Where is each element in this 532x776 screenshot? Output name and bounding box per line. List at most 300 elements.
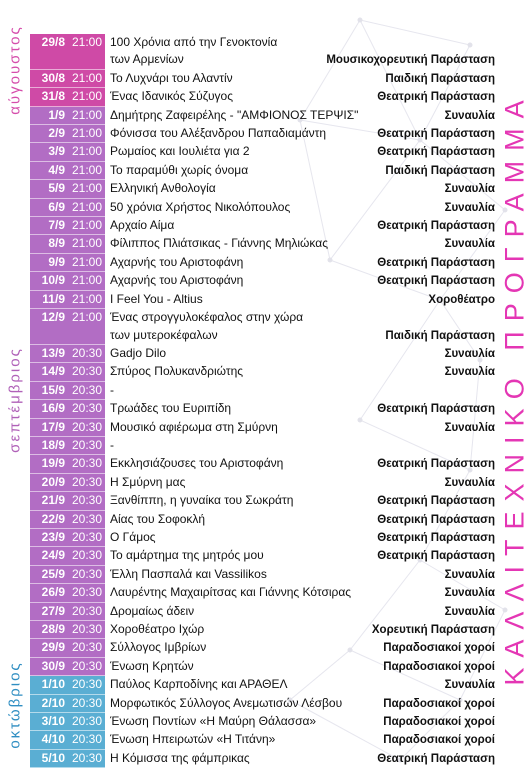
schedule-row	[30, 658, 495, 676]
date-time-band	[30, 162, 105, 180]
event-details	[105, 474, 495, 492]
event-line	[110, 272, 495, 290]
event-details	[105, 731, 495, 749]
event-time: 20:30	[71, 401, 102, 416]
event-date: 7/9	[48, 218, 65, 233]
event-time: 21:00	[71, 107, 102, 122]
event-title: Το αμάρτημα της μητρός μου	[110, 548, 264, 563]
event-date: 8/9	[48, 236, 65, 251]
event-title: -	[110, 437, 114, 452]
date-time-band	[30, 566, 105, 584]
event-date: 16/9	[41, 401, 65, 416]
event-details	[105, 107, 495, 125]
event-time: 20:30	[71, 474, 102, 489]
event-line	[110, 125, 495, 143]
date-time-band	[30, 547, 105, 565]
event-date: 14/9	[41, 364, 65, 379]
date-time-band	[30, 88, 105, 106]
event-date: 12/9	[41, 310, 65, 325]
event-category: Θεατρική Παράσταση	[377, 495, 495, 508]
event-line	[110, 750, 495, 768]
event-line	[110, 199, 495, 217]
event-category: Συναυλία	[444, 476, 495, 489]
event-title: Ξανθίππη, η γυναίκα του Σωκράτη	[110, 493, 294, 508]
schedule-row	[30, 511, 495, 529]
event-title: Δρομαίως άδειν	[110, 603, 195, 618]
event-title: -	[110, 382, 114, 397]
event-date: 17/9	[41, 419, 65, 434]
event-date: 15/9	[41, 382, 65, 397]
event-date: 29/8	[41, 35, 65, 49]
schedule-row	[30, 419, 495, 437]
event-details	[105, 272, 495, 290]
schedule-row	[30, 254, 495, 272]
event-date: 22/9	[41, 511, 65, 526]
event-details	[105, 309, 495, 345]
event-line	[110, 529, 495, 547]
date-time-band	[30, 363, 105, 381]
date-time-band	[30, 217, 105, 235]
schedule-row	[30, 750, 495, 768]
event-title: Σπύρος Πολυκανδριώτης	[110, 364, 244, 379]
date-time-band	[30, 713, 105, 731]
event-title: Σύλλογος Ιμβρίων	[110, 640, 207, 655]
event-time: 20:30	[71, 548, 102, 563]
event-time: 21:00	[71, 199, 102, 214]
schedule-row	[30, 731, 495, 749]
event-category: Θεατρική Παράσταση	[377, 220, 495, 233]
event-date: 28/9	[41, 622, 65, 636]
event-details	[105, 437, 495, 454]
event-line	[110, 162, 495, 180]
date-time-band	[30, 639, 105, 657]
event-details	[105, 180, 495, 198]
event-line	[110, 107, 495, 125]
schedule-row	[30, 345, 495, 363]
event-line	[110, 603, 495, 621]
event-category: Συναυλία	[444, 366, 495, 379]
event-details	[105, 345, 495, 363]
schedule-row	[30, 180, 495, 198]
event-line	[110, 88, 495, 106]
date-time-band	[30, 400, 105, 418]
event-date: 1/10	[41, 677, 65, 692]
event-category: Θεατρική Παράσταση	[377, 275, 495, 288]
event-details	[105, 492, 495, 510]
schedule-row	[30, 88, 495, 106]
event-category: Παιδική Παράσταση	[385, 164, 495, 177]
date-time-band	[30, 584, 105, 602]
event-time: 20:30	[71, 511, 102, 526]
event-title: Η Κόμισσα της φάμπρικας	[110, 750, 250, 765]
date-time-band	[30, 143, 105, 161]
event-date: 19/9	[41, 456, 65, 471]
event-title: Φόνισσα του Αλέξανδρου Παπαδιαμάντη	[110, 126, 327, 141]
event-details	[105, 658, 495, 676]
event-title: Η Σμύρνη μας	[110, 474, 186, 489]
event-line	[110, 676, 495, 694]
event-title: I Feel You - Altius	[110, 291, 203, 306]
event-date: 2/10	[41, 695, 65, 710]
event-date: 31/8	[41, 89, 65, 104]
event-line	[110, 455, 495, 473]
date-time-band	[30, 382, 105, 400]
event-details	[105, 199, 495, 217]
event-line	[110, 180, 495, 198]
event-category: Μουσικοχορευτική Παράσταση	[326, 54, 495, 67]
schedule-row	[30, 34, 495, 70]
date-time-band	[30, 419, 105, 437]
event-title: Ένωση Κρητών	[110, 658, 194, 673]
schedule-row	[30, 70, 495, 88]
event-date: 1/9	[48, 107, 65, 122]
event-title: Αίας του Σοφοκλή	[110, 511, 206, 526]
event-date: 21/9	[41, 493, 65, 508]
event-time: 21:00	[71, 89, 102, 104]
event-category: Συναυλία	[444, 679, 495, 692]
event-time: 20:30	[71, 345, 102, 360]
date-time-band	[30, 199, 105, 217]
schedule-row	[30, 639, 495, 657]
date-time-band	[30, 455, 105, 473]
date-time-band	[30, 695, 105, 713]
event-details	[105, 162, 495, 180]
event-title: Ρωμαίος και Ιουλιέτα για 2	[110, 144, 250, 159]
event-line	[110, 291, 495, 309]
event-details	[105, 695, 495, 713]
event-title: Ένωση Ηπειρωτών «Η Τιτάνη»	[110, 732, 276, 747]
event-title: Δημήτρης Ζαφειρέλης - "ΑΜΦΙΟΝΟΣ ΤΕΡΨΙΣ"	[110, 107, 359, 122]
event-time: 20:30	[71, 419, 102, 434]
event-time: 20:30	[71, 640, 102, 655]
event-category: Συναυλία	[444, 605, 495, 618]
event-date: 27/9	[41, 603, 65, 618]
event-date: 13/9	[41, 345, 65, 360]
event-title: Αχαρνής του Αριστοφάνη	[110, 254, 244, 269]
date-time-band	[30, 107, 105, 125]
event-line	[110, 309, 495, 326]
month-label-october: οκτώβριος	[6, 661, 24, 749]
event-category: Θεατρική Παράσταση	[377, 458, 495, 471]
event-category: Παιδική Παράσταση	[385, 72, 495, 85]
program-title-area	[498, 0, 532, 776]
event-line	[110, 492, 495, 510]
event-date: 4/9	[48, 162, 65, 177]
event-date: 26/9	[41, 585, 65, 600]
event-time: 20:30	[71, 695, 102, 710]
event-time: 20:30	[71, 529, 102, 544]
event-details	[105, 455, 495, 473]
schedule-row	[30, 272, 495, 290]
event-date: 20/9	[41, 474, 65, 489]
event-category: Συναυλία	[444, 183, 495, 196]
date-time-band	[30, 345, 105, 363]
event-details	[105, 400, 495, 418]
event-time: 20:30	[71, 750, 102, 765]
event-date: 3/9	[48, 144, 65, 159]
event-title: Λαυρέντης Μαχαιρίτσας και Γιάννης Κότσιρας	[110, 585, 352, 600]
event-time: 21:00	[71, 144, 102, 159]
schedule-row	[30, 235, 495, 253]
schedule-row	[30, 400, 495, 418]
date-time-band	[30, 309, 105, 345]
month-label-august: αύγουστος	[6, 25, 24, 115]
event-title: Αρχαίο Αίμα	[110, 218, 175, 233]
schedule-row	[30, 455, 495, 473]
event-date: 5/10	[41, 750, 65, 765]
event-date: 3/10	[41, 714, 65, 729]
event-date: 9/9	[48, 254, 65, 269]
event-line	[110, 254, 495, 272]
event-time: 20:30	[71, 677, 102, 692]
schedule-list	[30, 34, 495, 768]
event-time: 21:00	[71, 218, 102, 233]
event-time: 20:30	[71, 493, 102, 508]
schedule-row	[30, 621, 495, 639]
event-date: 18/9	[41, 437, 65, 452]
event-date: 2/9	[48, 126, 65, 141]
event-details	[105, 621, 495, 639]
event-title: Ελληνική Ανθολογία	[110, 181, 216, 196]
event-details	[105, 217, 495, 235]
event-details	[105, 419, 495, 437]
event-category: Θεατρική Παράσταση	[377, 531, 495, 544]
schedule-row	[30, 529, 495, 547]
schedule-row	[30, 125, 495, 143]
event-line	[110, 70, 495, 88]
event-category: Συναυλία	[444, 568, 495, 581]
event-category: Παραδοσιακοί χοροί	[383, 642, 495, 655]
event-date: 29/9	[41, 640, 65, 655]
event-line	[110, 235, 495, 253]
event-details	[105, 529, 495, 547]
event-category: Συναυλία	[444, 109, 495, 122]
event-time: 21:00	[71, 70, 102, 85]
event-time: 20:30	[71, 364, 102, 379]
date-time-band	[30, 492, 105, 510]
event-line	[110, 34, 495, 51]
schedule-row	[30, 199, 495, 217]
date-time-band	[30, 621, 105, 639]
event-line	[110, 363, 495, 381]
event-time: 20:30	[71, 658, 102, 673]
event-date: 4/10	[41, 732, 65, 747]
schedule-row	[30, 363, 495, 381]
event-details	[105, 363, 495, 381]
event-category: Συναυλία	[444, 587, 495, 600]
event-line	[110, 621, 495, 639]
event-category: Παραδοσιακοί χοροί	[383, 697, 495, 710]
schedule-row	[30, 713, 495, 731]
event-category: Χορευτική Παράσταση	[371, 624, 495, 636]
event-line	[110, 639, 495, 657]
schedule-row	[30, 107, 495, 125]
event-time: 21:00	[71, 273, 102, 288]
event-details	[105, 254, 495, 272]
date-time-band	[30, 676, 105, 694]
event-time: 20:30	[71, 732, 102, 747]
schedule-row	[30, 437, 495, 455]
event-category: Θεατρική Παράσταση	[377, 513, 495, 526]
schedule-row	[30, 291, 495, 309]
event-title: 100 Χρόνια από την Γενοκτονία	[110, 35, 278, 49]
event-category: Χοροθέατρο	[428, 293, 495, 306]
event-category: Θεατρική Παράσταση	[377, 91, 495, 104]
event-title: Το παραμύθι χωρίς όνομα	[110, 162, 249, 177]
schedule-row	[30, 492, 495, 510]
program-title: ΚΑΛΛΙΤΕΧΝΙΚΟ ΠΡΟΓΡΑΜΜΑ	[499, 90, 530, 686]
event-category: Συναυλία	[444, 238, 495, 251]
event-line	[110, 474, 495, 492]
event-category: Συναυλία	[444, 201, 495, 214]
event-category: Συναυλία	[444, 347, 495, 360]
event-line	[110, 547, 495, 565]
event-time: 21:00	[71, 126, 102, 141]
event-title: Τρωάδες του Ευριπίδη	[110, 401, 232, 416]
event-time: 21:00	[71, 35, 102, 49]
event-title: Φίλιππος Πλιάτσικας - Γιάννης Μηλιώκας	[110, 236, 329, 251]
date-time-band	[30, 34, 105, 70]
event-line	[110, 143, 495, 161]
event-time: 20:30	[71, 456, 102, 471]
event-title: Gadjo Dilo	[110, 345, 167, 360]
event-title: Το Λυχνάρι του Αλαντίν	[110, 70, 233, 85]
event-details	[105, 676, 495, 694]
event-category: Παραδοσιακοί χοροί	[383, 734, 495, 747]
event-title: Μορφωτικός Σύλλογος Ανεμωτισών Λέσβου	[110, 695, 343, 710]
event-category: Θεατρική Παράσταση	[377, 403, 495, 416]
date-time-band	[30, 474, 105, 492]
schedule-row	[30, 676, 495, 694]
event-line	[110, 731, 495, 749]
event-time: 20:30	[71, 382, 102, 397]
date-time-band	[30, 658, 105, 676]
event-details	[105, 235, 495, 253]
event-line	[110, 400, 495, 418]
event-line	[110, 51, 495, 69]
date-time-band	[30, 603, 105, 621]
event-title: Αχαρνής του Αριστοφάνη	[110, 273, 244, 288]
event-time: 20:30	[71, 585, 102, 600]
event-title: Μουσικό αφιέρωμα στη Σμύρνη	[110, 419, 278, 434]
event-title: 50 χρόνια Χρήστος Νικολόπουλος	[110, 199, 291, 214]
event-details	[105, 584, 495, 602]
event-category: Παραδοσιακοί χοροί	[383, 660, 495, 673]
event-details	[105, 88, 495, 106]
event-category: Θεατρική Παράσταση	[377, 550, 495, 563]
schedule-row	[30, 217, 495, 235]
event-time: 21:00	[71, 291, 102, 306]
schedule-row	[30, 603, 495, 621]
event-details	[105, 125, 495, 143]
schedule-row	[30, 566, 495, 584]
event-title: Ένας Ιδανικός Σύζυγος	[110, 89, 234, 104]
event-details	[105, 70, 495, 88]
schedule-row	[30, 474, 495, 492]
event-title: Χοροθέατρο Ιχώρ	[110, 622, 205, 636]
schedule-row	[30, 382, 495, 400]
event-title: Εκκλησιάζουσες του Αριστοφάνη	[110, 456, 284, 471]
event-date: 6/9	[48, 199, 65, 214]
event-line	[110, 584, 495, 602]
event-title: Ένωση Ποντίων «Η Μαύρη Θάλασσα»	[110, 714, 317, 729]
schedule-row	[30, 162, 495, 180]
date-time-band	[30, 125, 105, 143]
date-time-band	[30, 511, 105, 529]
date-time-band	[30, 70, 105, 88]
event-time: 20:30	[71, 437, 102, 452]
event-details	[105, 639, 495, 657]
event-details	[105, 382, 495, 399]
date-time-band	[30, 750, 105, 768]
event-time: 21:00	[71, 236, 102, 251]
event-category: Θεατρική Παράσταση	[377, 752, 495, 765]
event-line	[110, 566, 495, 584]
event-date: 24/9	[41, 548, 65, 563]
month-labels	[0, 0, 30, 776]
event-time: 21:00	[71, 162, 102, 177]
event-time: 20:30	[71, 714, 102, 729]
event-line	[110, 658, 495, 676]
event-details	[105, 603, 495, 621]
event-line	[110, 511, 495, 529]
event-date: 30/9	[41, 658, 65, 673]
date-time-band	[30, 529, 105, 547]
event-details	[105, 750, 495, 768]
date-time-band	[30, 291, 105, 309]
event-category: Συναυλία	[444, 421, 495, 434]
event-details	[105, 291, 495, 309]
event-date: 10/9	[41, 273, 65, 288]
event-category: Θεατρική Παράσταση	[377, 128, 495, 141]
event-date: 11/9	[42, 291, 65, 306]
event-details	[105, 143, 495, 161]
event-category: Παραδοσιακοί χοροί	[383, 716, 495, 729]
event-category: Θεατρική Παράσταση	[377, 146, 495, 159]
event-line	[110, 695, 495, 713]
event-details	[105, 713, 495, 731]
event-details	[105, 34, 495, 70]
event-title: Ο Γάμος	[110, 529, 156, 544]
event-line	[110, 327, 495, 345]
event-date: 30/8	[41, 70, 65, 85]
event-time: 21:00	[71, 254, 102, 269]
event-title: Έλλη Πασπαλά και Vassilikos	[110, 566, 267, 581]
date-time-band	[30, 731, 105, 749]
date-time-band	[30, 437, 105, 455]
event-details	[105, 547, 495, 565]
event-time: 20:30	[71, 622, 102, 636]
event-title: των μυτεροκέφαλων	[110, 327, 218, 342]
event-title: των Αρμενίων	[110, 52, 184, 67]
event-title: Παύλος Καρποδίνης και ΑΡΑΘΕΛ	[110, 677, 288, 692]
event-line	[110, 382, 495, 399]
event-date: 25/9	[41, 566, 65, 581]
schedule-row	[30, 309, 495, 345]
schedule-row	[30, 695, 495, 713]
date-time-band	[30, 272, 105, 290]
event-time: 20:30	[71, 566, 102, 581]
event-time: 21:00	[71, 310, 102, 325]
event-details	[105, 566, 495, 584]
event-line	[110, 217, 495, 235]
schedule-row	[30, 547, 495, 565]
month-label-september: σεπτέμβριος	[6, 347, 24, 453]
event-line	[110, 345, 495, 363]
date-time-band	[30, 254, 105, 272]
event-line	[110, 437, 495, 454]
event-category: Παιδική Παράσταση	[385, 329, 495, 342]
